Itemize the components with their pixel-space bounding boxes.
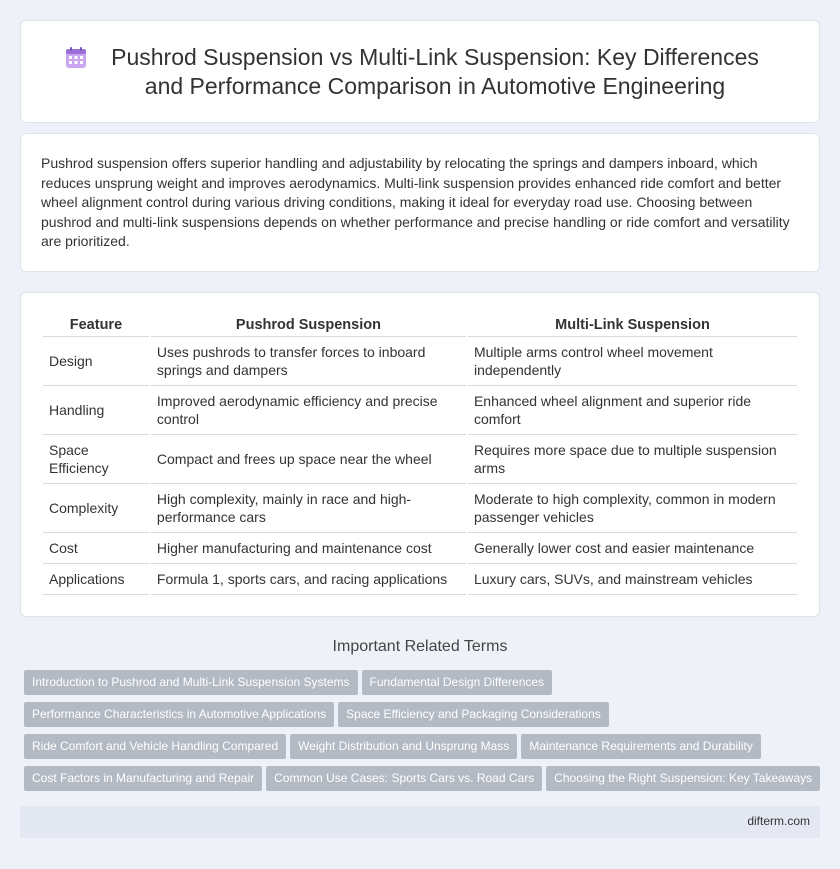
table-row <box>43 533 797 564</box>
header-feature: Feature <box>43 313 149 337</box>
related-term-tag[interactable]: Common Use Cases: Sports Cars vs. Road Cars <box>266 766 542 791</box>
related-terms-heading: Important Related Terms <box>332 638 508 655</box>
table-header-row <box>43 313 797 337</box>
comparison-card <box>20 292 820 617</box>
row-pushrod: Uses pushrods to transfer forces to inboard springs and dampers <box>151 337 466 386</box>
row-feature: Cost <box>43 533 149 564</box>
row-multilink: Enhanced wheel alignment and superior ride comfort <box>468 386 797 435</box>
related-term-tag[interactable]: Cost Factors in Manufacturing and Repair <box>24 766 262 791</box>
related-term-tag[interactable]: Weight Distribution and Unsprung Mass <box>290 734 517 759</box>
row-feature: Space Efficiency <box>43 435 149 484</box>
row-feature: Handling <box>43 386 149 435</box>
row-feature: Design <box>43 337 149 386</box>
related-term-tag[interactable]: Performance Characteristics in Automotive Applications <box>24 702 334 727</box>
row-multilink: Generally lower cost and easier maintenance <box>468 533 797 564</box>
footer-bar <box>20 806 820 838</box>
comparison-table <box>41 313 799 595</box>
related-terms-list <box>24 670 824 798</box>
related-term-tag[interactable]: Space Efficiency and Packaging Considerations <box>338 702 609 727</box>
row-multilink: Luxury cars, SUVs, and mainstream vehicles <box>468 564 797 595</box>
intro-paragraph: Pushrod suspension offers superior handling and adjustability by relocating the springs and dampers inboard, which reduces unsprung weight and improves aerodynamics. Multi-link suspension provides enhanced ride comfort and better wheel alignment control during various driving conditions, making it ideal for everyday road use. Choosing between pushrod and multi-link suspensions depends on whether performance and precise handling or ride comfort and versatility are prioritized. <box>41 155 790 249</box>
row-feature: Complexity <box>43 484 149 533</box>
header-multilink: Multi-Link Suspension <box>468 313 797 337</box>
row-pushrod: Higher manufacturing and maintenance cost <box>151 533 466 564</box>
footer-site-link[interactable]: difterm.com <box>747 814 810 828</box>
table-row <box>43 337 797 386</box>
related-term-tag[interactable]: Ride Comfort and Vehicle Handling Compared <box>24 734 286 759</box>
row-pushrod: Formula 1, sports cars, and racing applications <box>151 564 466 595</box>
row-pushrod: Compact and frees up space near the wheel <box>151 435 466 484</box>
page-title: Pushrod Suspension vs Multi-Link Suspension: Key Differences and Performance Comparison in Automotive Engineering <box>111 44 759 99</box>
row-multilink: Moderate to high complexity, common in modern passenger vehicles <box>468 484 797 533</box>
row-pushrod: High complexity, mainly in race and high-performance cars <box>151 484 466 533</box>
table-row <box>43 484 797 533</box>
row-feature: Applications <box>43 564 149 595</box>
row-pushrod: Improved aerodynamic efficiency and precise control <box>151 386 466 435</box>
intro-card <box>20 133 820 272</box>
related-term-tag[interactable]: Maintenance Requirements and Durability <box>521 734 760 759</box>
related-term-tag[interactable]: Fundamental Design Differences <box>362 670 553 695</box>
row-multilink: Requires more space due to multiple suspension arms <box>468 435 797 484</box>
header-pushrod: Pushrod Suspension <box>151 313 466 337</box>
title-card <box>20 20 820 123</box>
table-row <box>43 435 797 484</box>
related-term-tag[interactable]: Introduction to Pushrod and Multi-Link Suspension Systems <box>24 670 358 695</box>
table-row <box>43 386 797 435</box>
table-row <box>43 564 797 595</box>
row-multilink: Multiple arms control wheel movement independently <box>468 337 797 386</box>
related-term-tag[interactable]: Choosing the Right Suspension: Key Takeaways <box>546 766 820 791</box>
